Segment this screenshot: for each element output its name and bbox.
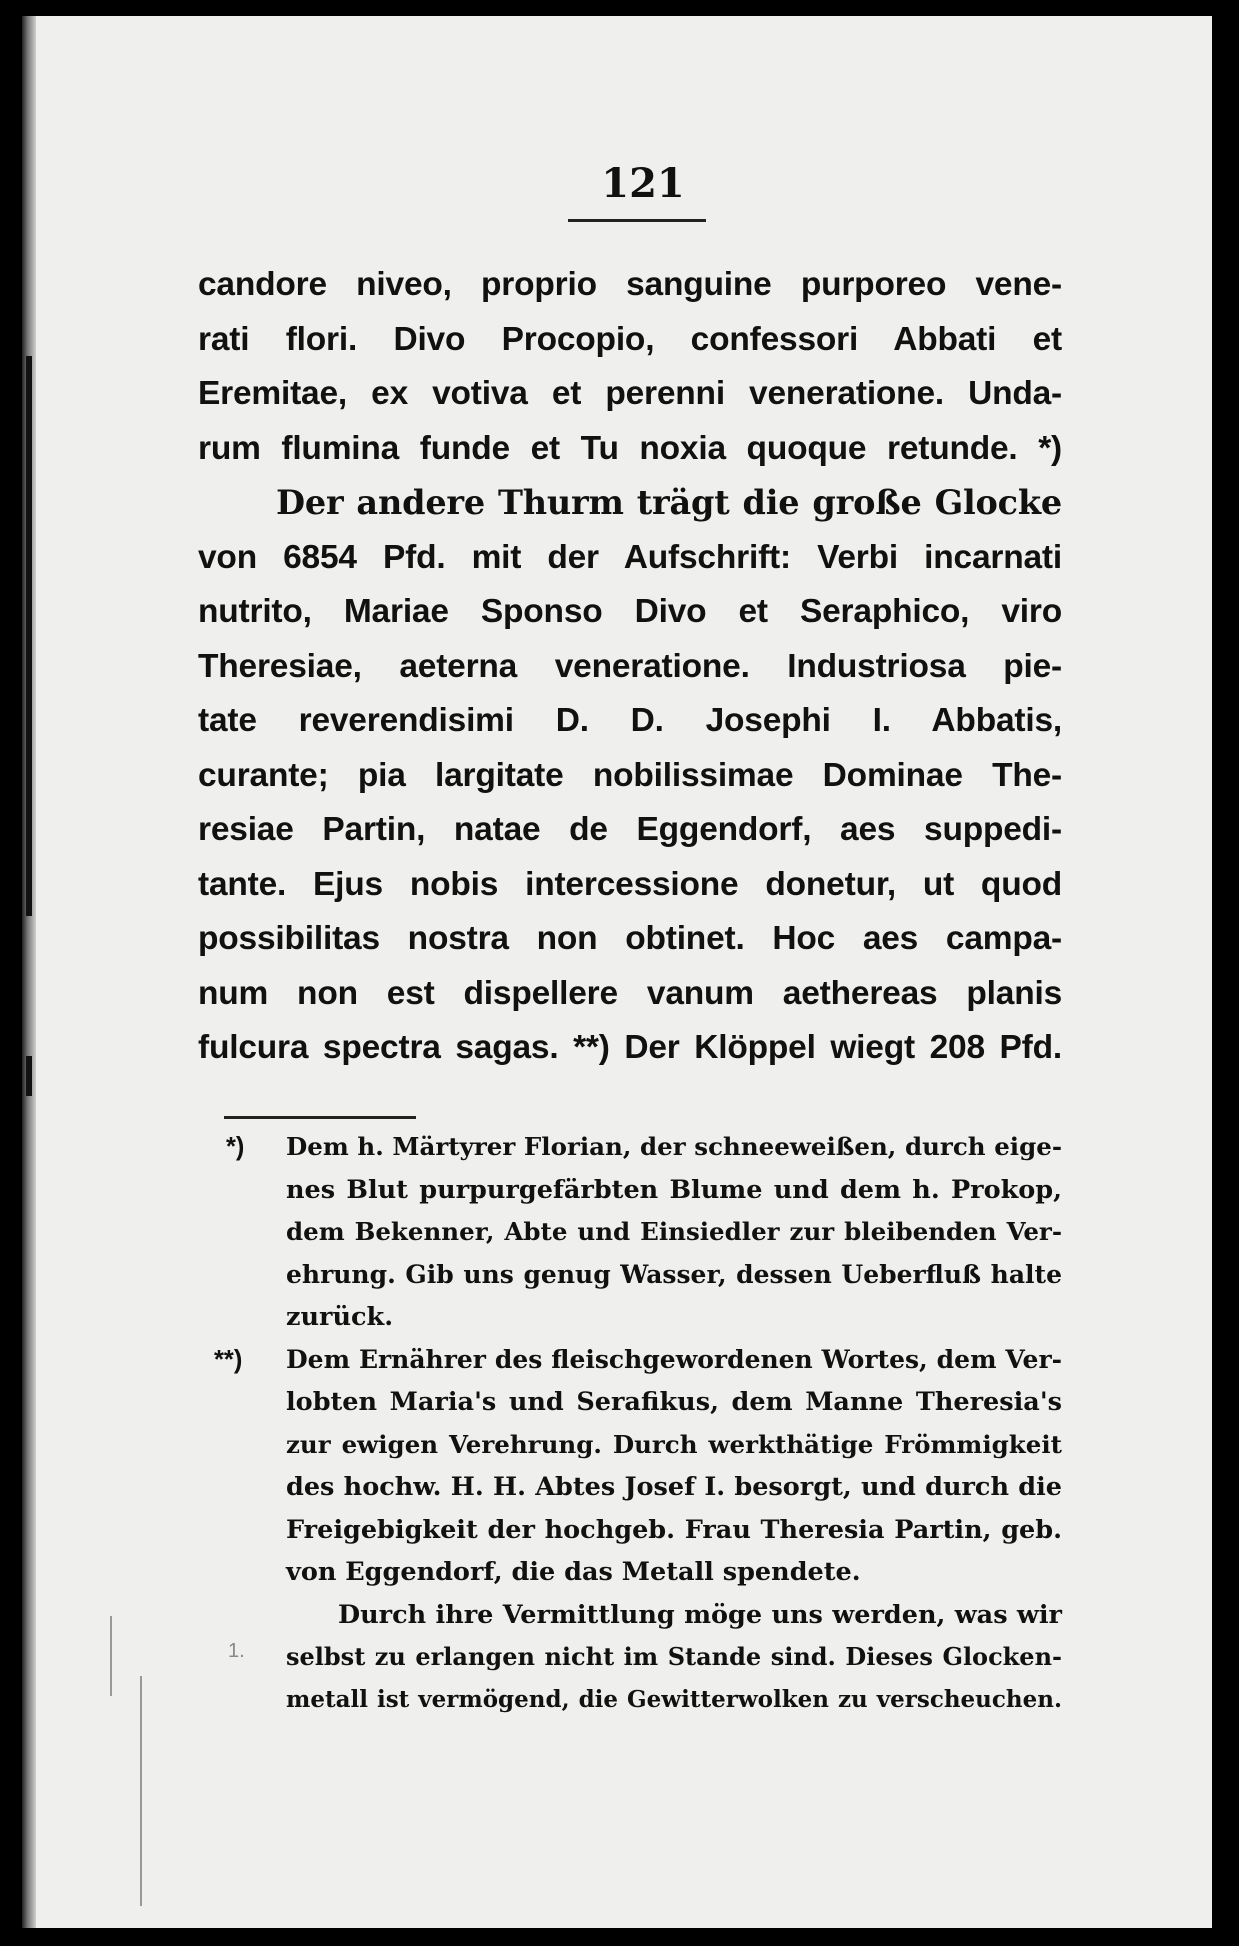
main-text: [198, 258, 1062, 1076]
footnote-line: von Eggendorf, die das Metall spendete.: [286, 1557, 861, 1587]
footnote-marker: *): [226, 1133, 245, 1161]
text-line: tante. Ejus nobis intercessione donetur, ut quod: [198, 865, 1062, 903]
footnote-marker: **): [214, 1345, 243, 1374]
footnote-line: ehrung. Gib uns genug Wasser, dessen Ueberfluß halte: [286, 1259, 1062, 1289]
text-line: Eremitae, ex votiva et perenni veneratione. Unda-: [198, 375, 1062, 412]
text-line: rati flori. Divo Procopio, confessori Abbati et: [198, 320, 1062, 358]
footnote-line: zurück.: [286, 1302, 394, 1332]
scan-edge-line: [140, 1676, 142, 1906]
footnote: [192, 1126, 1062, 1339]
closing-line: metall ist vermögend, die Gewitterwolken zu verscheuchen.: [286, 1685, 1062, 1713]
book-page: [22, 16, 1212, 1928]
text-line: tate reverendisimi D. D. Josephi I. Abbatis,: [198, 702, 1062, 739]
footnote: [192, 1339, 1062, 1594]
binding-mark: [26, 1056, 32, 1096]
footnote-line: Dem Ernährer des fleischgewordenen Wortes, dem Ver-: [286, 1344, 1062, 1374]
footnote-line: Dem h. Märtyrer Florian, der schneeweißen, durch eige-: [286, 1132, 1062, 1161]
closing-paragraph: [192, 1594, 1062, 1722]
margin-note: 1.: [228, 1640, 245, 1662]
text-line: Theresiae, aeterna veneratione. Industriosa pie-: [198, 647, 1062, 685]
text-line: num non est dispellere vanum aethereas planis: [198, 974, 1062, 1012]
footnote-separator: [224, 1116, 416, 1119]
closing-line: Durch ihre Vermittlung möge uns werden, was wir: [338, 1599, 1062, 1630]
text-line: possibilitas nostra non obtinet. Hoc aes campa-: [198, 920, 1062, 957]
binding-mark: [26, 356, 32, 916]
text-line: resiae Partin, natae de Eggendorf, aes suppedi-: [198, 811, 1062, 848]
page-number: 121: [601, 160, 685, 207]
closing-line: selbst zu erlangen nicht im Stande sind. Dieses Glocken-: [286, 1642, 1062, 1671]
footnote-line: nes Blut purpurgefärbten Blume und dem h. Prokop,: [286, 1174, 1062, 1205]
footnotes: [192, 1126, 1062, 1721]
footnote-line: lobten Maria's und Serafikus, dem Manne Theresia's: [286, 1387, 1062, 1417]
text-line: Der andere Thurm trägt die große Glocke: [276, 483, 1062, 522]
text-line: candore niveo, proprio sanguine purporeo vene-: [198, 266, 1062, 303]
footnote-line: des hochw. H. H. Abtes Josef I. besorgt, und durch die: [286, 1472, 1062, 1502]
text-line: fulcura spectra sagas. **) Der Klöppel wiegt 208 Pfd.: [198, 1029, 1062, 1066]
footnote-line: dem Bekenner, Abte und Einsiedler zur bleibenden Ver-: [286, 1217, 1062, 1246]
text-line: von 6854 Pfd. mit der Aufschrift: Verbi incarnati: [198, 538, 1062, 576]
page-number-rule: [568, 219, 706, 222]
text-line: rum flumina funde et Tu noxia quoque retunde. *): [198, 429, 1062, 467]
text-line: nutrito, Mariae Sponso Divo et Seraphico, viro: [198, 593, 1062, 630]
text-line: curante; pia largitate nobilissimae Dominae The-: [198, 756, 1062, 794]
footnote-line: Freigebigkeit der hochgeb. Frau Theresia Partin, geb.: [286, 1514, 1062, 1545]
scan-edge-line: [110, 1616, 112, 1696]
footnote-line: zur ewigen Verehrung. Durch werkthätige Frömmigkeit: [286, 1429, 1062, 1459]
page-gutter-shadow: [22, 16, 36, 1928]
